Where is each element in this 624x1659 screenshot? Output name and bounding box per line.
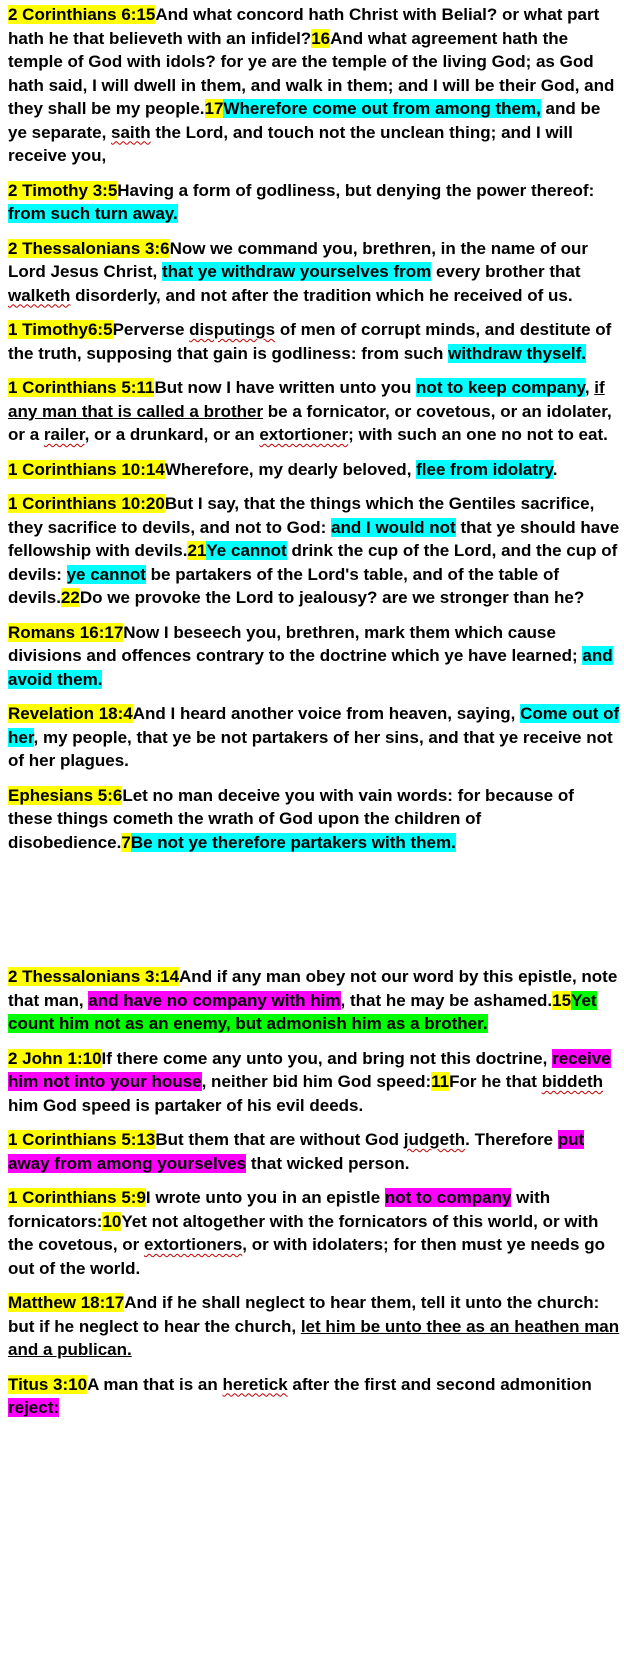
document-body [8,3,620,1431]
verse-text: , [584,378,595,397]
highlight-magenta: receive him not into your house [8,1048,611,1091]
verse-reference: 1 Timothy6:5 [8,320,113,339]
highlight-green: Yet count him not as an enemy, but admonish him as a brother. [8,990,597,1033]
verse-reference: Romans 16:17 [8,622,124,642]
verse-number: 17 [204,99,224,118]
verse-paragraph [8,237,620,308]
verse-paragraph [8,621,620,692]
verse-text: that wicked person. [246,1153,410,1173]
verse-text: and be ye separate, [8,99,601,142]
highlight-cyan: withdraw thyself. [448,343,587,363]
verse-text: . Therefore [465,1130,558,1149]
verse-paragraph [8,965,620,1036]
verse-text: And if any man obey not our word by this epistle, note that man, [8,967,618,1010]
verse-text: , or with idolaters; for then must ye needs go out of the world. [8,1235,605,1278]
highlight-cyan: ye cannot [66,564,146,584]
verse-text: If there come any unto you, and bring not this doctrine, [101,1048,553,1068]
verse-number: 16 [311,28,331,48]
highlight-cyan: and avoid them. [8,646,613,689]
verse-text: , neither bid him God speed: [201,1072,432,1091]
verse-text: drink the cup of the Lord, and the cup of devils: [8,541,618,584]
verse-reference: 2 Thessalonians 3:14 [8,967,180,986]
spellcheck-word: biddeth [541,1072,604,1091]
verse-paragraph [8,492,620,610]
spellcheck-word: walketh [8,285,71,305]
verse-text: Wherefore, my dearly beloved, [164,459,417,479]
verse-text: of men of corrupt minds, and destitute of the truth, supposing that gain is godliness: from such [8,320,612,363]
verse-reference: 2 Timothy 3:5 [8,180,118,200]
verse-text: every brother that [431,262,581,281]
verse-text: be a fornicator, or covetous, or an idolater, or a [8,401,612,444]
verse-text: Perverse [112,320,190,339]
highlight-cyan: and I would not [331,517,456,537]
verse-text: with fornicators: [8,1188,551,1231]
spellcheck-word: disputings [189,320,276,339]
highlight-cyan: flee from idolatry [416,459,553,479]
verse-text: Let no man deceive you with vain words: for because of these things cometh the wrath of God upon the children of disobedience. [8,785,574,852]
verse-text: Now I beseech you, brethren, mark them which cause divisions and offences contrary to the doctrine which ye have learned; [8,622,583,665]
verse-text: Do we provoke the Lord to jealousy? are we stronger than he? [79,588,585,607]
verse-reference: 2 Thessalonians 3:6 [8,238,170,258]
spellcheck-word: judgeth [403,1130,466,1149]
highlight-magenta: not to company [384,1188,512,1207]
highlight-cyan: Come out of her [8,704,620,747]
highlight-magenta: put away from among yourselves [8,1130,585,1173]
highlight-cyan: Be not ye therefore partakers with them. [130,832,456,852]
verse-paragraph [8,1186,620,1280]
verse-paragraph [8,1373,620,1420]
verse-text: But I say, that the things which the Gentiles sacrifice, they sacrifice to devils, and not to God: [8,494,595,537]
verse-reference: 1 Corinthians 5:9 [8,1188,146,1207]
verse-number: 7 [121,832,131,852]
verse-text: For he that [449,1072,542,1091]
verse-reference: 2 Corinthians 6:15 [8,5,156,24]
verse-number: 21 [187,541,207,560]
highlight-cyan: from such turn away. [8,204,178,223]
verse-text: And if he shall neglect to hear them, tell it unto the church: but if he neglect to hear the church, [8,1293,600,1336]
verse-text: Now we command you, brethren, in the name of our Lord Jesus Christ, [8,238,589,281]
verse-text: Yet not altogether with the fornicators of this world, or with the covetous, or [8,1211,599,1254]
verse-number: 22 [60,588,80,607]
verse-text: But now I have written unto you [154,378,417,397]
verse-number: 15 [552,990,572,1010]
verse-reference: 2 John 1:10 [8,1048,102,1068]
highlight-cyan: Wherefore come out from among them, [223,99,541,118]
verse-paragraph [8,318,620,365]
verse-reference: 1 Corinthians 10:20 [8,494,165,513]
verse-text: him God speed is partaker of his evil deeds. [8,1095,364,1115]
spellcheck-word: extortioners [144,1235,243,1254]
verse-paragraph [8,179,620,226]
verse-text: I wrote unto you in an epistle [145,1188,385,1207]
highlight-cyan: that ye withdraw yourselves from [161,262,432,281]
verse-text: But them that are without God [155,1130,404,1149]
underlined-text: if any man that is called a brother [8,378,605,421]
verse-paragraph [8,458,620,482]
section-gap [8,865,620,965]
verse-number: 11 [431,1072,450,1091]
spellcheck-word: saith [111,122,151,142]
spellcheck-word: extortioner [259,425,349,444]
verse-text: that ye should have fellowship with devils. [8,517,620,560]
highlight-cyan: not to keep company [416,378,585,397]
spellcheck-word: railer [43,425,85,444]
underlined-text: let him be unto thee as an heathen man and a publican. [8,1316,620,1359]
verse-reference: Matthew 18:17 [8,1293,125,1312]
verse-reference: 1 Corinthians 5:13 [8,1130,156,1149]
verse-paragraph [8,784,620,855]
verse-text: after the first and second admonition [287,1374,592,1394]
spellcheck-word: heretick [222,1374,288,1394]
verse-reference: 1 Corinthians 5:11 [8,378,155,397]
verse-paragraph [8,1291,620,1362]
verse-text: , my people, that ye be not partakers of her sins, and that ye receive not of her plagues. [8,727,613,770]
verse-text: A man that is an [87,1374,223,1394]
verse-paragraph [8,3,620,168]
verse-paragraph [8,1128,620,1175]
verse-text: , that he may be ashamed. [340,990,553,1010]
verse-number: 10 [102,1211,122,1231]
verse-text: . [552,459,558,479]
verse-paragraph [8,376,620,447]
verse-reference: 1 Corinthians 10:14 [8,459,165,479]
verse-text: And what concord hath Christ with Belial? or what part hath he that believeth with an infidel? [8,5,600,48]
verse-text: Having a form of godliness, but denying the power thereof: [117,180,595,200]
verse-text: , or a drunkard, or an [84,425,260,444]
verse-paragraph [8,1047,620,1118]
highlight-magenta: reject: [8,1398,60,1417]
verse-text: disorderly, and not after the tradition which he received of us. [70,285,573,305]
verse-reference: Revelation 18:4 [8,704,133,723]
verse-text: And I heard another voice from heaven, saying, [132,704,521,723]
highlight-cyan: Ye cannot [206,541,287,560]
verse-reference: Ephesians 5:6 [8,785,123,805]
verse-paragraph [8,702,620,773]
verse-text: the Lord, and touch not the unclean thing; and I will receive you, [8,122,573,165]
verse-text: ; with such an one no not to eat. [348,425,608,444]
verse-reference: Titus 3:10 [8,1374,88,1394]
verse-text: be partakers of the Lord's table, and of the table of devils. [8,564,559,607]
highlight-magenta: and have no company with him [88,990,341,1010]
verse-text: And what agreement hath the temple of God with idols? for ye are the temple of the living God; as God hath said, I will dwell in them, and walk in them; and I will be their God, and they shall be my people. [8,28,615,118]
